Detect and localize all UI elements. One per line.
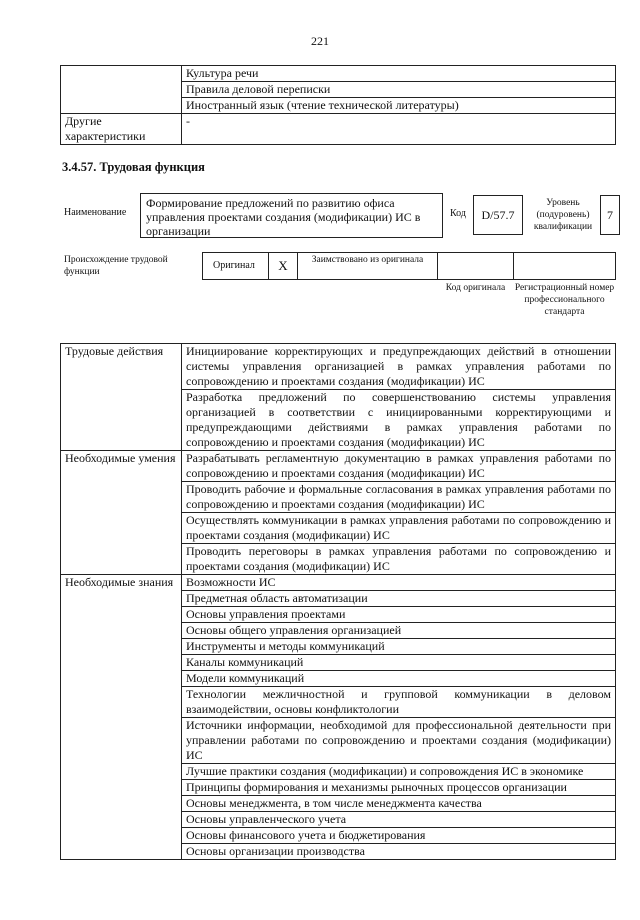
- table-cell: Основы управленческого учета: [182, 812, 616, 828]
- table-row: [61, 344, 616, 390]
- name-value-box: Формирование предложений по развитию офиса управления проектами создания (модификации) ИС в организации: [140, 193, 443, 238]
- table-cell: Технологии межличностной и групповой коммуникации в деловом взаимодействии, основы конфликтологии: [182, 687, 616, 718]
- original-mark: X: [268, 252, 298, 280]
- borrowed-label: Заимствовано из оригинала: [297, 252, 438, 280]
- table-cell: Основы организации производства: [182, 844, 616, 860]
- table-cell: Основы финансового учета и бюджетирования: [182, 828, 616, 844]
- table-cell: Проводить рабочие и формальные согласования в рамках управления работами по сопровождению и проектами создания (модификации) ИС: [182, 482, 616, 513]
- section-heading: 3.4.57. Трудовая функция: [62, 160, 205, 174]
- other-characteristics-value: -: [182, 114, 616, 145]
- table-cell: Правила деловой переписки: [182, 82, 616, 98]
- labor-actions-label: Трудовые действия: [61, 344, 182, 451]
- page-number: 221: [311, 34, 329, 48]
- table-row: [61, 451, 616, 482]
- empty-label-cell: [61, 66, 182, 114]
- table-cell: Основы управления проектами: [182, 607, 616, 623]
- table-cell: Проводить переговоры в рамках управления работами по сопровождению и проектами создания (модификации) ИС: [182, 544, 616, 575]
- table-row: [61, 66, 616, 82]
- code-label: Код: [450, 208, 466, 219]
- table-cell: Каналы коммуникаций: [182, 655, 616, 671]
- other-characteristics-label: Другие характеристики: [61, 114, 182, 145]
- table-cell: Возможности ИС: [182, 575, 616, 591]
- table-cell: Источники информации, необходимой для профессиональной деятельности при управлении работами по сопровождению и проектами создания (модификации) ИС: [182, 718, 616, 764]
- table-cell: Культура речи: [182, 66, 616, 82]
- level-label: Уровень (подуровень) квалификации: [533, 198, 593, 232]
- origin-label: Происхождение трудовой функции: [64, 255, 168, 277]
- table-cell: Инструменты и методы коммуникаций: [182, 639, 616, 655]
- table-cell: Основы общего управления организацией: [182, 623, 616, 639]
- table-cell: Принципы формирования и механизмы рыночных процессов организации: [182, 780, 616, 796]
- table-row: [61, 114, 616, 145]
- name-label: Наименование: [64, 207, 127, 218]
- table-cell: Лучшие практики создания (модификации) и сопровождения ИС в экономике: [182, 764, 616, 780]
- required-knowledge-label: Необходимые знания: [61, 575, 182, 860]
- top-table: [60, 65, 616, 145]
- table-cell: Основы менеджмента, в том числе менеджмента качества: [182, 796, 616, 812]
- table-cell: Иностранный язык (чтение технической литературы): [182, 98, 616, 114]
- table-cell: Разработка предложений по совершенствованию системы управления организацией в соответствии с инициированными корректирующими и предупреждающими действиями в рамках управления работами по сопровождению и проектами создания (модификации) ИС: [182, 390, 616, 451]
- table-cell: Модели коммуникаций: [182, 671, 616, 687]
- registration-caption: Регистрационный номер профессионального стандарта: [514, 283, 615, 317]
- registration-number-box: [513, 252, 616, 280]
- original-code-box: [437, 252, 514, 280]
- main-table: [60, 343, 616, 860]
- table-row: [61, 575, 616, 591]
- code-value-box: D/57.7: [473, 195, 523, 235]
- code-caption: Код оригинала: [445, 283, 506, 293]
- table-cell: Инициирование корректирующих и предупреждающих действий в отношении системы управления организацией в рамках управления работами по сопровождению и проектами создания (модификации) ИС: [182, 344, 616, 390]
- table-cell: Осуществлять коммуникации в рамках управления работами по сопровождению и проектами создания (модификации) ИС: [182, 513, 616, 544]
- original-label: Оригинал: [202, 252, 269, 280]
- required-skills-label: Необходимые умения: [61, 451, 182, 575]
- level-value-box: 7: [600, 195, 620, 235]
- table-cell: Предметная область автоматизации: [182, 591, 616, 607]
- table-cell: Разрабатывать регламентную документацию в рамках управления работами по сопровождению и проектами создания (модификации) ИС: [182, 451, 616, 482]
